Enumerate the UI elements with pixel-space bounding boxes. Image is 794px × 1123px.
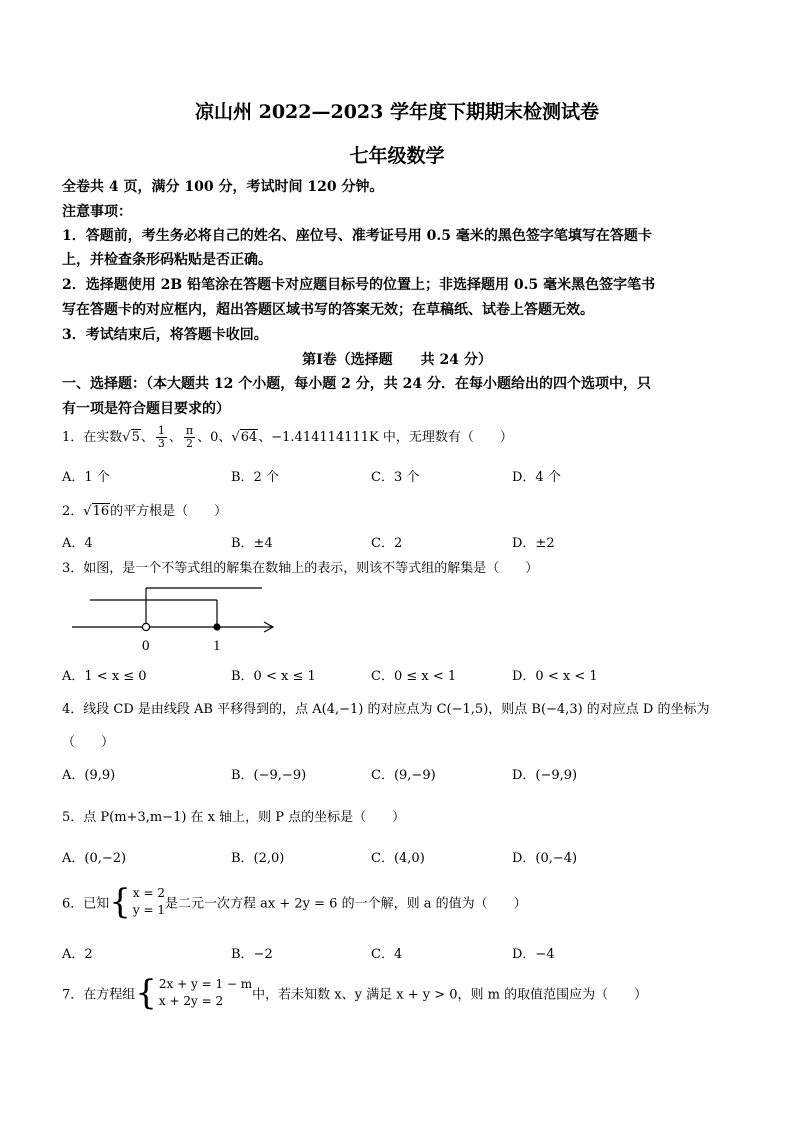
question-3-option-c: C．0 ≤ x < 1 bbox=[371, 669, 457, 684]
question-3-option-b: B．0 < x ≤ 1 bbox=[231, 669, 316, 684]
question-5-option-c: C．(4,0) bbox=[371, 851, 425, 866]
question-2-option-c: C．2 bbox=[371, 536, 403, 551]
section-instructions-line-2: 有一项是符合题目要求的） bbox=[62, 401, 230, 417]
question-2-option-b: B．±4 bbox=[231, 536, 273, 551]
section-instructions-line-1: 一、选择题：（本大题共 12 个小题，每小题 2 分，共 24 分．在每小题给出的四个选项中，只 bbox=[62, 376, 651, 392]
exam-subtitle: 七年级数学 bbox=[349, 145, 445, 167]
section-title: 第Ⅰ卷（选择题 共 24 分） bbox=[302, 352, 492, 368]
question-6-option-b: B．−2 bbox=[231, 947, 273, 962]
open-point-at-0 bbox=[142, 623, 149, 630]
question-1-option-a: A．1 个 bbox=[62, 470, 110, 485]
left-brace-icon: { bbox=[135, 973, 157, 1013]
number-line-figure bbox=[62, 580, 282, 655]
notes-heading: 注意事项： bbox=[62, 204, 132, 220]
question-7-stem: 7．在方程组{ 2x + y = 1 − m x + 2y = 2 中，若未知数 x、y 满足 x + y > 0，则 m 的取值范围应为（ ） bbox=[62, 973, 648, 1013]
question-4-option-b: B．(−9,−9) bbox=[231, 768, 307, 783]
question-4-option-c: C．(9,−9) bbox=[371, 768, 436, 783]
question-3-option-d: D．0 < x < 1 bbox=[512, 669, 598, 684]
question-2-stem: 2．√16的平方根是（ ） bbox=[62, 504, 228, 519]
note-1-line-2: 上，并检查条形码粘贴是否正确。 bbox=[62, 252, 272, 268]
note-1-line-1: 1．答题前，考生务必将自己的姓名、座位号、准考证号用 0.5 毫米的黑色签字笔填写在答题卡 bbox=[62, 228, 652, 244]
question-6-stem: 6．已知{ x = 2 y = 1 是二元一次方程 ax + 2y = 6 的一个解，则 a 的值为（ ） bbox=[62, 882, 527, 922]
question-6-option-c: C．4 bbox=[371, 947, 403, 962]
question-1-option-c: C．3 个 bbox=[371, 470, 420, 485]
closed-point-at-1 bbox=[213, 623, 220, 630]
question-5-stem: 5．点 P(m+3,m−1) 在 x 轴上，则 P 点的坐标是（ ） bbox=[62, 810, 406, 825]
question-1-option-b: B．2 个 bbox=[231, 470, 279, 485]
question-5-option-a: A．(0,−2) bbox=[62, 851, 127, 866]
tick-label-1: 1 bbox=[213, 638, 221, 654]
question-2-option-d: D．±2 bbox=[512, 536, 555, 551]
note-2-line-1: 2．选择题使用 2B 铅笔涂在答题卡对应题目标号的位置上；非选择题用 0.5 毫米黑色签字笔书 bbox=[62, 277, 656, 293]
question-6-option-d: D．−4 bbox=[512, 947, 555, 962]
note-3: 3．考试结束后，将答题卡收回。 bbox=[62, 327, 268, 343]
exam-title: 凉山州 2022—2023 学年度下期期末检测试卷 bbox=[195, 101, 599, 123]
tick-label-0: 0 bbox=[142, 638, 150, 654]
question-1-option-d: D．4 个 bbox=[512, 470, 561, 485]
question-4-stem: 4．线段 CD 是由线段 AB 平移得到的，点 A(4,−1) 的对应点为 C(−1,5)，则点 B(−4,3) 的对应点 D 的坐标为 bbox=[62, 702, 710, 717]
note-2-line-2: 写在答题卡的对应框内，超出答题区域书写的答案无效；在草稿纸、试卷上答题无效。 bbox=[62, 302, 594, 318]
question-5-option-b: B．(2,0) bbox=[231, 851, 285, 866]
exam-summary: 全卷共 4 页，满分 100 分，考试时间 120 分钟。 bbox=[62, 179, 384, 195]
question-2-option-a: A．4 bbox=[62, 536, 93, 551]
question-1-stem: 1．在实数√5、 $\frac{1}{3}$ 、 $\frac{\pi}{2}$ 、0、√64、−1.414114111K 中，无理数有（ ） bbox=[62, 424, 513, 450]
question-5-option-d: D．(0,−4) bbox=[512, 851, 578, 866]
left-brace-icon: { bbox=[109, 882, 131, 922]
question-4-option-a: A．(9,9) bbox=[62, 768, 116, 783]
question-6-option-a: A．2 bbox=[62, 947, 93, 962]
question-3-stem: 3．如图，是一个不等式组的解集在数轴上的表示，则该不等式组的解集是（ ） bbox=[62, 561, 539, 576]
question-4-blank: （ ） bbox=[62, 735, 115, 750]
question-4-option-d: D．(−9,9) bbox=[512, 768, 578, 783]
question-3-option-a: A．1 < x ≤ 0 bbox=[62, 669, 147, 684]
